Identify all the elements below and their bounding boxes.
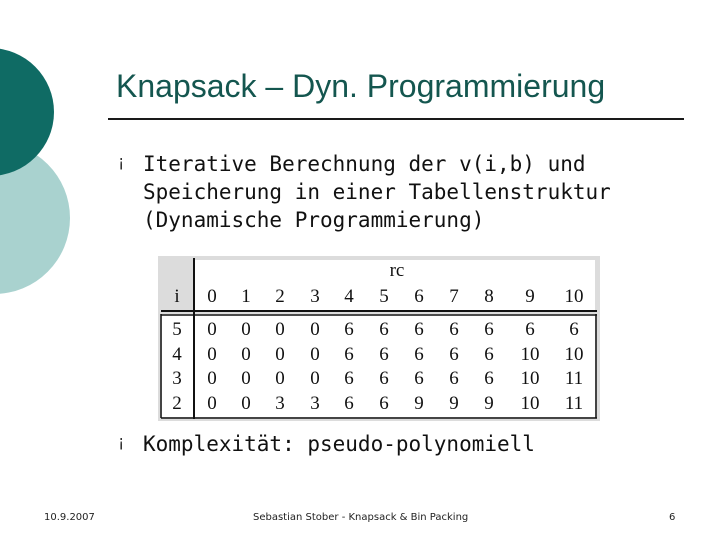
table-column-header: 2 [275,286,285,307]
table-cell: 10 [520,368,540,389]
footer-date: 10.9.2007 [44,512,95,523]
table-cell: 6 [484,319,494,340]
table-cell: 0 [207,368,217,389]
bullet-line: Speicherung in einer Tabellenstruktur [143,180,611,204]
table-cell: 0 [207,344,217,365]
table-cell: 11 [564,368,584,389]
table-row-label: 4 [172,344,182,365]
bullet-text [143,150,611,234]
footer-center: Sebastian Stober - Knapsack & Bin Packing [253,512,469,523]
table-column-header: 4 [344,286,354,307]
table-column-header: 6 [414,286,424,307]
table-cell: 6 [449,368,459,389]
table-cell: 6 [414,368,424,389]
table-cell: 6 [379,319,389,340]
table-cell: 6 [525,319,535,340]
table-column-header: 8 [484,286,494,307]
table-cell: 0 [241,344,251,365]
table-cell: 6 [569,319,579,340]
table-column-header: 0 [207,286,217,307]
table-cell: 10 [564,344,584,365]
table-cell: 6 [414,319,424,340]
bullet-line: (Dynamische Programmierung) [143,208,485,232]
table-cell: 0 [310,344,320,365]
footer-page-number: 6 [669,512,676,523]
table-cell: 6 [484,368,494,389]
bullet-complexity [118,430,698,460]
table-cell: 0 [310,319,320,340]
table-cell: 0 [275,344,285,365]
table-cell: 0 [207,319,217,340]
bullet-marker-icon: ¡ [118,152,125,171]
table-column-header: 1 [241,286,251,307]
bullet-line: Komplexität: pseudo-polynomiell [143,432,535,456]
table-cell: 6 [379,344,389,365]
table-column-header: 7 [449,286,459,307]
table-cell: 0 [207,393,217,414]
table-column-header: 9 [525,286,535,307]
table-column-header: 10 [564,286,584,307]
table-cell: 6 [449,319,459,340]
table-column-header: 3 [310,286,320,307]
dp-table-graphic [158,256,600,421]
table-row-label: 2 [172,393,182,414]
bullet-line: Iterative Berechnung der v(i,b) und [143,152,586,176]
table-cell: 0 [310,368,320,389]
table-cell: 6 [414,344,424,365]
table-cell: 10 [520,393,540,414]
table-cell: 9 [484,393,494,414]
title-divider [108,118,684,120]
table-row-label: 3 [172,368,182,389]
table-cell: 11 [564,393,584,414]
table-row-label: 5 [172,319,182,340]
table-cell: 6 [344,368,354,389]
table-cell: 6 [344,344,354,365]
table-cell: 0 [241,368,251,389]
table-cell: 6 [379,393,389,414]
table-cell: 3 [275,393,285,414]
bullet-marker-icon: ¡ [118,432,125,451]
table-cell: 0 [241,319,251,340]
bullet-iterative [118,150,698,240]
table-cell: 10 [520,344,540,365]
table-cell: 0 [275,319,285,340]
bullet-text [143,430,535,458]
table-cell: 3 [310,393,320,414]
table-cell: 6 [379,368,389,389]
table-cell: 6 [344,319,354,340]
table-cell: 0 [275,368,285,389]
table-column-header: 5 [379,286,389,307]
table-column-group-label: rc [389,260,405,281]
table-cell: 9 [414,393,424,414]
table-cell: 9 [449,393,459,414]
table-cell: 6 [484,344,494,365]
table-row-header-label: i [174,286,180,307]
table-cell: 6 [344,393,354,414]
table-cell: 0 [241,393,251,414]
decorative-circles [0,0,90,300]
dp-table [158,256,600,421]
table-cell: 6 [449,344,459,365]
slide-title: Knapsack – Dyn. Programmierung [116,68,606,104]
